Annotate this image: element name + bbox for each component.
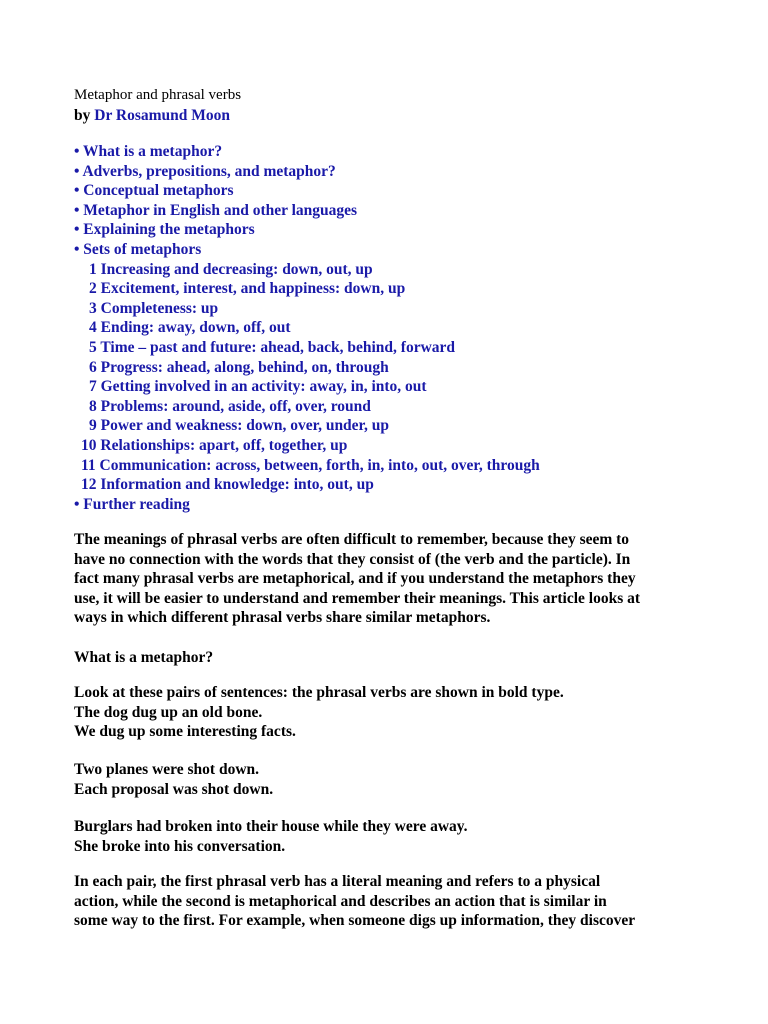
pair-three-paragraph bbox=[74, 817, 714, 856]
example-sentence: Burglars had broken into their house while they were away. bbox=[74, 818, 468, 835]
toc-item-what-is-a-metaphor[interactable]: • What is a metaphor? bbox=[74, 143, 223, 160]
explanation-paragraph bbox=[74, 872, 714, 931]
example-sentence: Each proposal was shot down. bbox=[74, 780, 274, 798]
intro-line: have no connection with the words that they consist of (the verb and the particle). In bbox=[74, 550, 631, 568]
toc-subitem-2[interactable]: 2 Excitement, interest, and happiness: down, up bbox=[89, 280, 406, 298]
toc-subitem-11[interactable]: 11 Communication: across, between, forth, in, into, out, over, through bbox=[81, 456, 540, 474]
explanation-line: In each pair, the first phrasal verb has a literal meaning and refers to a physical bbox=[74, 873, 601, 890]
example-sentence: Two planes were shot down. bbox=[74, 761, 260, 778]
toc-subitem-7[interactable]: 7 Getting involved in an activity: away, in, into, out bbox=[89, 378, 427, 396]
toc-subitem-9[interactable]: 9 Power and weakness: down, over, under, up bbox=[89, 417, 390, 435]
toc-subitem-12[interactable]: 12 Information and knowledge: into, out, up bbox=[81, 476, 374, 494]
section-heading bbox=[74, 648, 714, 668]
toc-subitem-1[interactable]: 1 Increasing and decreasing: down, out, up bbox=[89, 260, 373, 278]
intro-line: use, it will be easier to understand and remember their meanings. This article looks at bbox=[74, 589, 641, 607]
pair-two-paragraph bbox=[74, 760, 714, 799]
example-sentence: She broke into his conversation. bbox=[74, 837, 286, 855]
pairs-paragraph bbox=[74, 683, 714, 742]
example-sentence: The dog dug up an old bone. bbox=[74, 703, 263, 721]
byline bbox=[74, 106, 230, 126]
toc-item-sets-of-metaphors[interactable]: • Sets of metaphors bbox=[74, 240, 202, 258]
toc-subitem-5[interactable]: 5 Time – past and future: ahead, back, behind, forward bbox=[89, 338, 456, 356]
toc-item-conceptual-metaphors[interactable]: • Conceptual metaphors bbox=[74, 182, 234, 200]
pairs-intro: Look at these pairs of sentences: the phrasal verbs are shown in bold type. bbox=[74, 684, 564, 701]
toc-subitem-8[interactable]: 8 Problems: around, aside, off, over, round bbox=[89, 397, 371, 415]
intro-paragraph bbox=[74, 530, 714, 628]
intro-line: fact many phrasal verbs are metaphorical, and if you understand the metaphors they bbox=[74, 570, 636, 588]
intro-line: The meanings of phrasal verbs are often difficult to remember, because they seem to bbox=[74, 531, 630, 548]
toc-item-explaining-metaphors[interactable]: • Explaining the metaphors bbox=[74, 221, 255, 239]
toc-subitem-4[interactable]: 4 Ending: away, down, off, out bbox=[89, 319, 291, 337]
intro-line: ways in which different phrasal verbs share similar metaphors. bbox=[74, 609, 491, 627]
author-link[interactable]: Dr Rosamund Moon bbox=[94, 107, 231, 124]
toc-subitem-10[interactable]: 10 Relationships: apart, off, together, up bbox=[81, 436, 348, 454]
table-of-contents bbox=[74, 142, 540, 514]
toc-item-adverbs-prepositions[interactable]: • Adverbs, prepositions, and metaphor? bbox=[74, 162, 336, 180]
explanation-line: action, while the second is metaphorical and describes an action that is similar in bbox=[74, 892, 607, 910]
toc-item-metaphor-in-english[interactable]: • Metaphor in English and other languages bbox=[74, 201, 358, 219]
document-title: Metaphor and phrasal verbs bbox=[74, 87, 242, 103]
explanation-line: some way to the first. For example, when someone digs up information, they discover bbox=[74, 912, 636, 930]
toc-subitem-3[interactable]: 3 Completeness: up bbox=[89, 299, 219, 317]
section-heading-text: What is a metaphor? bbox=[74, 649, 214, 666]
toc-item-further-reading[interactable]: • Further reading bbox=[74, 495, 190, 513]
toc-subitem-6[interactable]: 6 Progress: ahead, along, behind, on, through bbox=[89, 358, 389, 376]
example-sentence: We dug up some interesting facts. bbox=[74, 723, 296, 741]
by-label: by bbox=[74, 107, 91, 124]
